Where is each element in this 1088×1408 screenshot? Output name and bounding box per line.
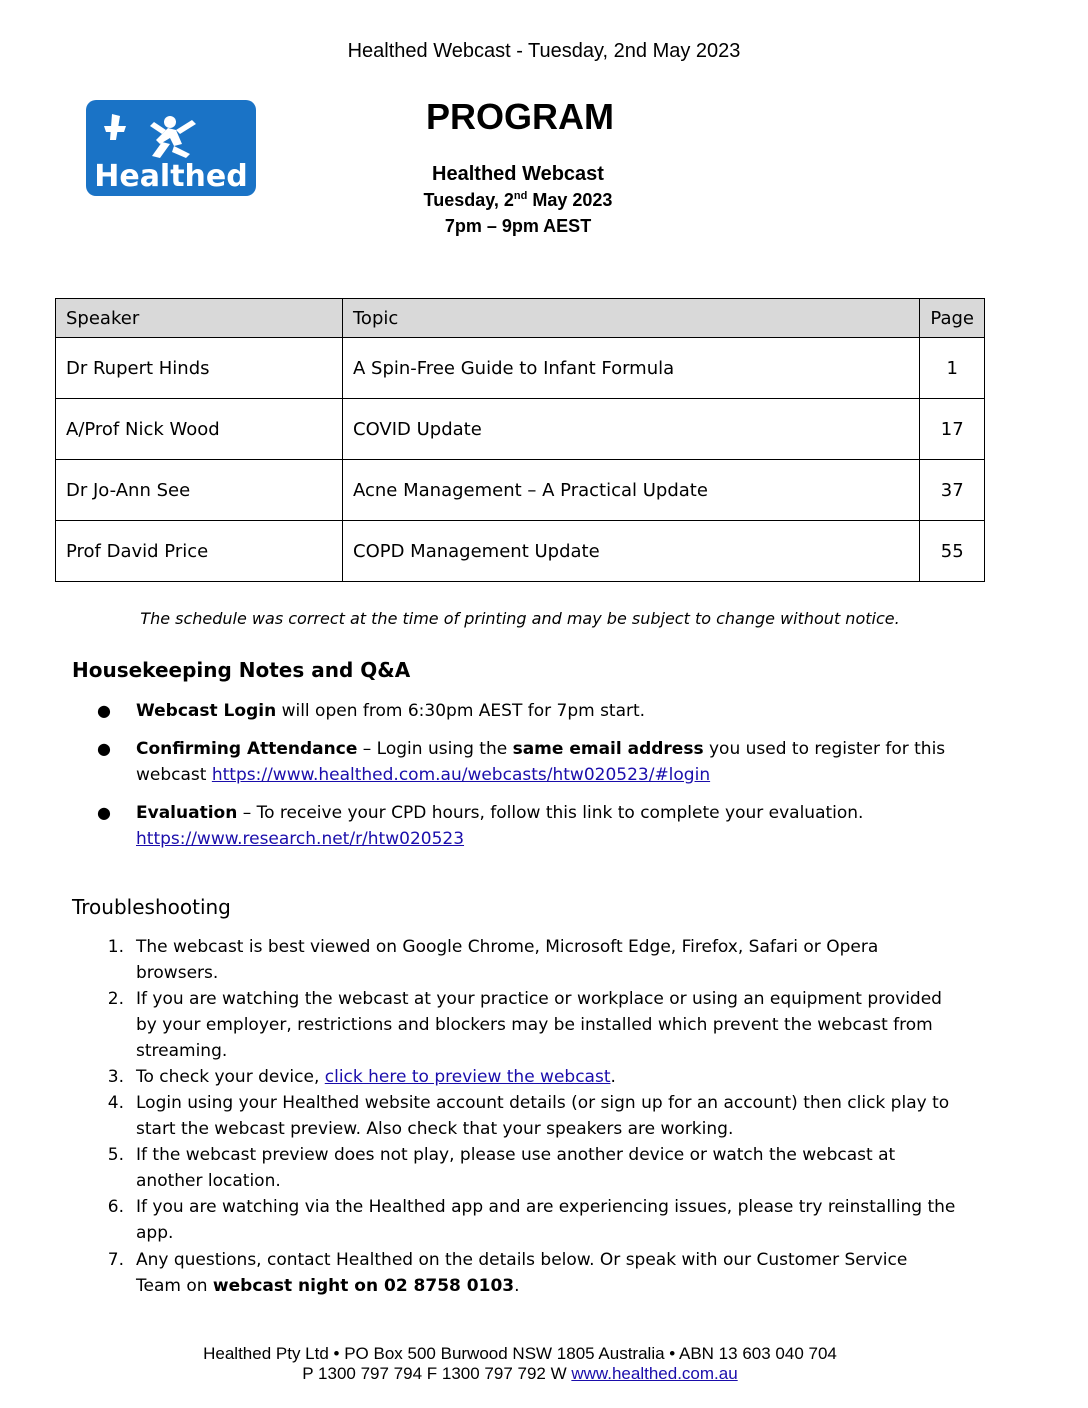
line: streaming.	[136, 1041, 228, 1061]
line: app.	[136, 1223, 174, 1243]
login-link[interactable]: https://www.healthed.com.au/webcasts/htw020523/#login	[211, 765, 711, 785]
list-item	[136, 986, 966, 1064]
line: browsers.	[136, 963, 219, 983]
line: Any questions, contact Healthed on the details below. Or speak with our Customer Service	[136, 1250, 908, 1270]
event-name: Healthed Webcast	[432, 163, 604, 185]
list-number: 5.	[107, 1145, 124, 1165]
event-time: 7pm – 9pm AEST	[444, 216, 592, 236]
speaker-cell: Prof David Price	[56, 521, 343, 582]
attendance-text: – Login using the	[357, 739, 513, 759]
evaluation-link[interactable]: https://www.research.net/r/htw020523	[136, 829, 465, 849]
footer-phone: P 1300 797 794 F 1300 797 792 W	[302, 1364, 572, 1383]
footer-contact	[0, 1364, 1040, 1384]
topic-cell: A Spin-Free Guide to Infant Formula	[343, 338, 920, 399]
evaluation-text: – To receive your CPD hours, follow this link to complete your evaluation.	[237, 803, 864, 823]
page-cell: 37	[920, 460, 985, 521]
table-row	[56, 338, 985, 399]
line: start the webcast preview. Also check that your speakers are working.	[136, 1119, 734, 1139]
page-cell: 1	[920, 338, 985, 399]
table-row	[56, 460, 985, 521]
line: If you are watching the webcast at your practice or workplace or using an equipment provided	[136, 989, 942, 1009]
evaluation-label: Evaluation	[136, 803, 238, 823]
logo-text: Healthed	[94, 159, 248, 194]
housekeeping-item-login	[136, 698, 966, 724]
attendance-label: Confirming Attendance	[136, 739, 358, 759]
preview-link[interactable]: click here to preview the webcast	[324, 1067, 611, 1087]
list-item	[136, 1247, 966, 1299]
line: The webcast is best viewed on Google Chrome, Microsoft Edge, Firefox, Safari or Opera	[136, 937, 879, 957]
header-page: Page	[920, 299, 985, 338]
topic-cell: COVID Update	[343, 399, 920, 460]
housekeeping-heading: Housekeeping Notes and Q&A	[72, 658, 411, 682]
footer-website-link[interactable]: www.healthed.com.au	[571, 1364, 738, 1383]
list-item	[136, 1064, 966, 1090]
list-number: 6.	[107, 1197, 124, 1217]
topic-cell: COPD Management Update	[343, 521, 920, 582]
list-item	[136, 1090, 966, 1142]
bullet-icon: ●	[97, 803, 111, 822]
login-text: will open from 6:30pm AEST for 7pm start.	[276, 701, 646, 721]
page-title: PROGRAM	[426, 96, 614, 137]
bullet-icon: ●	[97, 701, 111, 720]
date-month-year: May 2023	[527, 190, 613, 210]
line: If the webcast preview does not play, please use another device or watch the webcast at	[136, 1145, 896, 1165]
line: To check your device,	[136, 1067, 325, 1087]
housekeeping-item-attendance	[136, 736, 966, 788]
line: by your employer, restrictions and blockers may be installed which prevent the webcast from	[136, 1015, 933, 1035]
attendance-line2: webcast	[136, 765, 212, 785]
line: If you are watching via the Healthed app and are experiencing issues, please try reinstalling the	[136, 1197, 956, 1217]
list-number: 4.	[107, 1093, 124, 1113]
program-table	[55, 298, 985, 582]
line: .	[610, 1067, 616, 1087]
date-day: Tuesday, 2	[423, 190, 514, 210]
list-item	[136, 1194, 966, 1246]
speaker-cell: Dr Rupert Hinds	[56, 338, 343, 399]
attendance-text-rest: you used to register for this	[703, 739, 946, 759]
table-row	[56, 521, 985, 582]
attendance-bold: same email address	[512, 739, 704, 759]
list-number: 7.	[107, 1250, 124, 1270]
list-number: 3.	[107, 1067, 124, 1087]
page-cell: 17	[920, 399, 985, 460]
list-number: 1.	[107, 937, 124, 957]
line: another location.	[136, 1171, 281, 1191]
troubleshooting-heading: Troubleshooting	[72, 895, 231, 919]
table-header-row	[56, 299, 985, 338]
header-speaker: Speaker	[56, 299, 343, 338]
footer-address: Healthed Pty Ltd • PO Box 500 Burwood NSW 1805 Australia • ABN 13 603 040 704	[203, 1344, 837, 1363]
housekeeping-item-evaluation	[136, 800, 966, 852]
line: Team on	[136, 1276, 213, 1296]
list-item	[136, 934, 966, 986]
schedule-note: The schedule was correct at the time of printing and may be subject to change without notice.	[140, 609, 900, 628]
header-topic: Topic	[343, 299, 920, 338]
header-line: Healthed Webcast - Tuesday, 2nd May 2023	[347, 40, 741, 62]
table-row	[56, 399, 985, 460]
speaker-cell: A/Prof Nick Wood	[56, 399, 343, 460]
topic-cell: Acne Management – A Practical Update	[343, 460, 920, 521]
speaker-cell: Dr Jo-Ann See	[56, 460, 343, 521]
event-date	[0, 190, 1036, 211]
bullet-icon: ●	[97, 739, 111, 758]
list-item	[136, 1142, 966, 1194]
date-suffix: nd	[513, 190, 528, 202]
line: Login using your Healthed website account details (or sign up for an account) then click play to	[136, 1093, 950, 1113]
page-cell: 55	[920, 521, 985, 582]
list-number: 2.	[107, 989, 124, 1009]
line: .	[514, 1276, 520, 1296]
login-label: Webcast Login	[136, 701, 277, 721]
phone-number: webcast night on 02 8758 0103	[212, 1276, 515, 1296]
